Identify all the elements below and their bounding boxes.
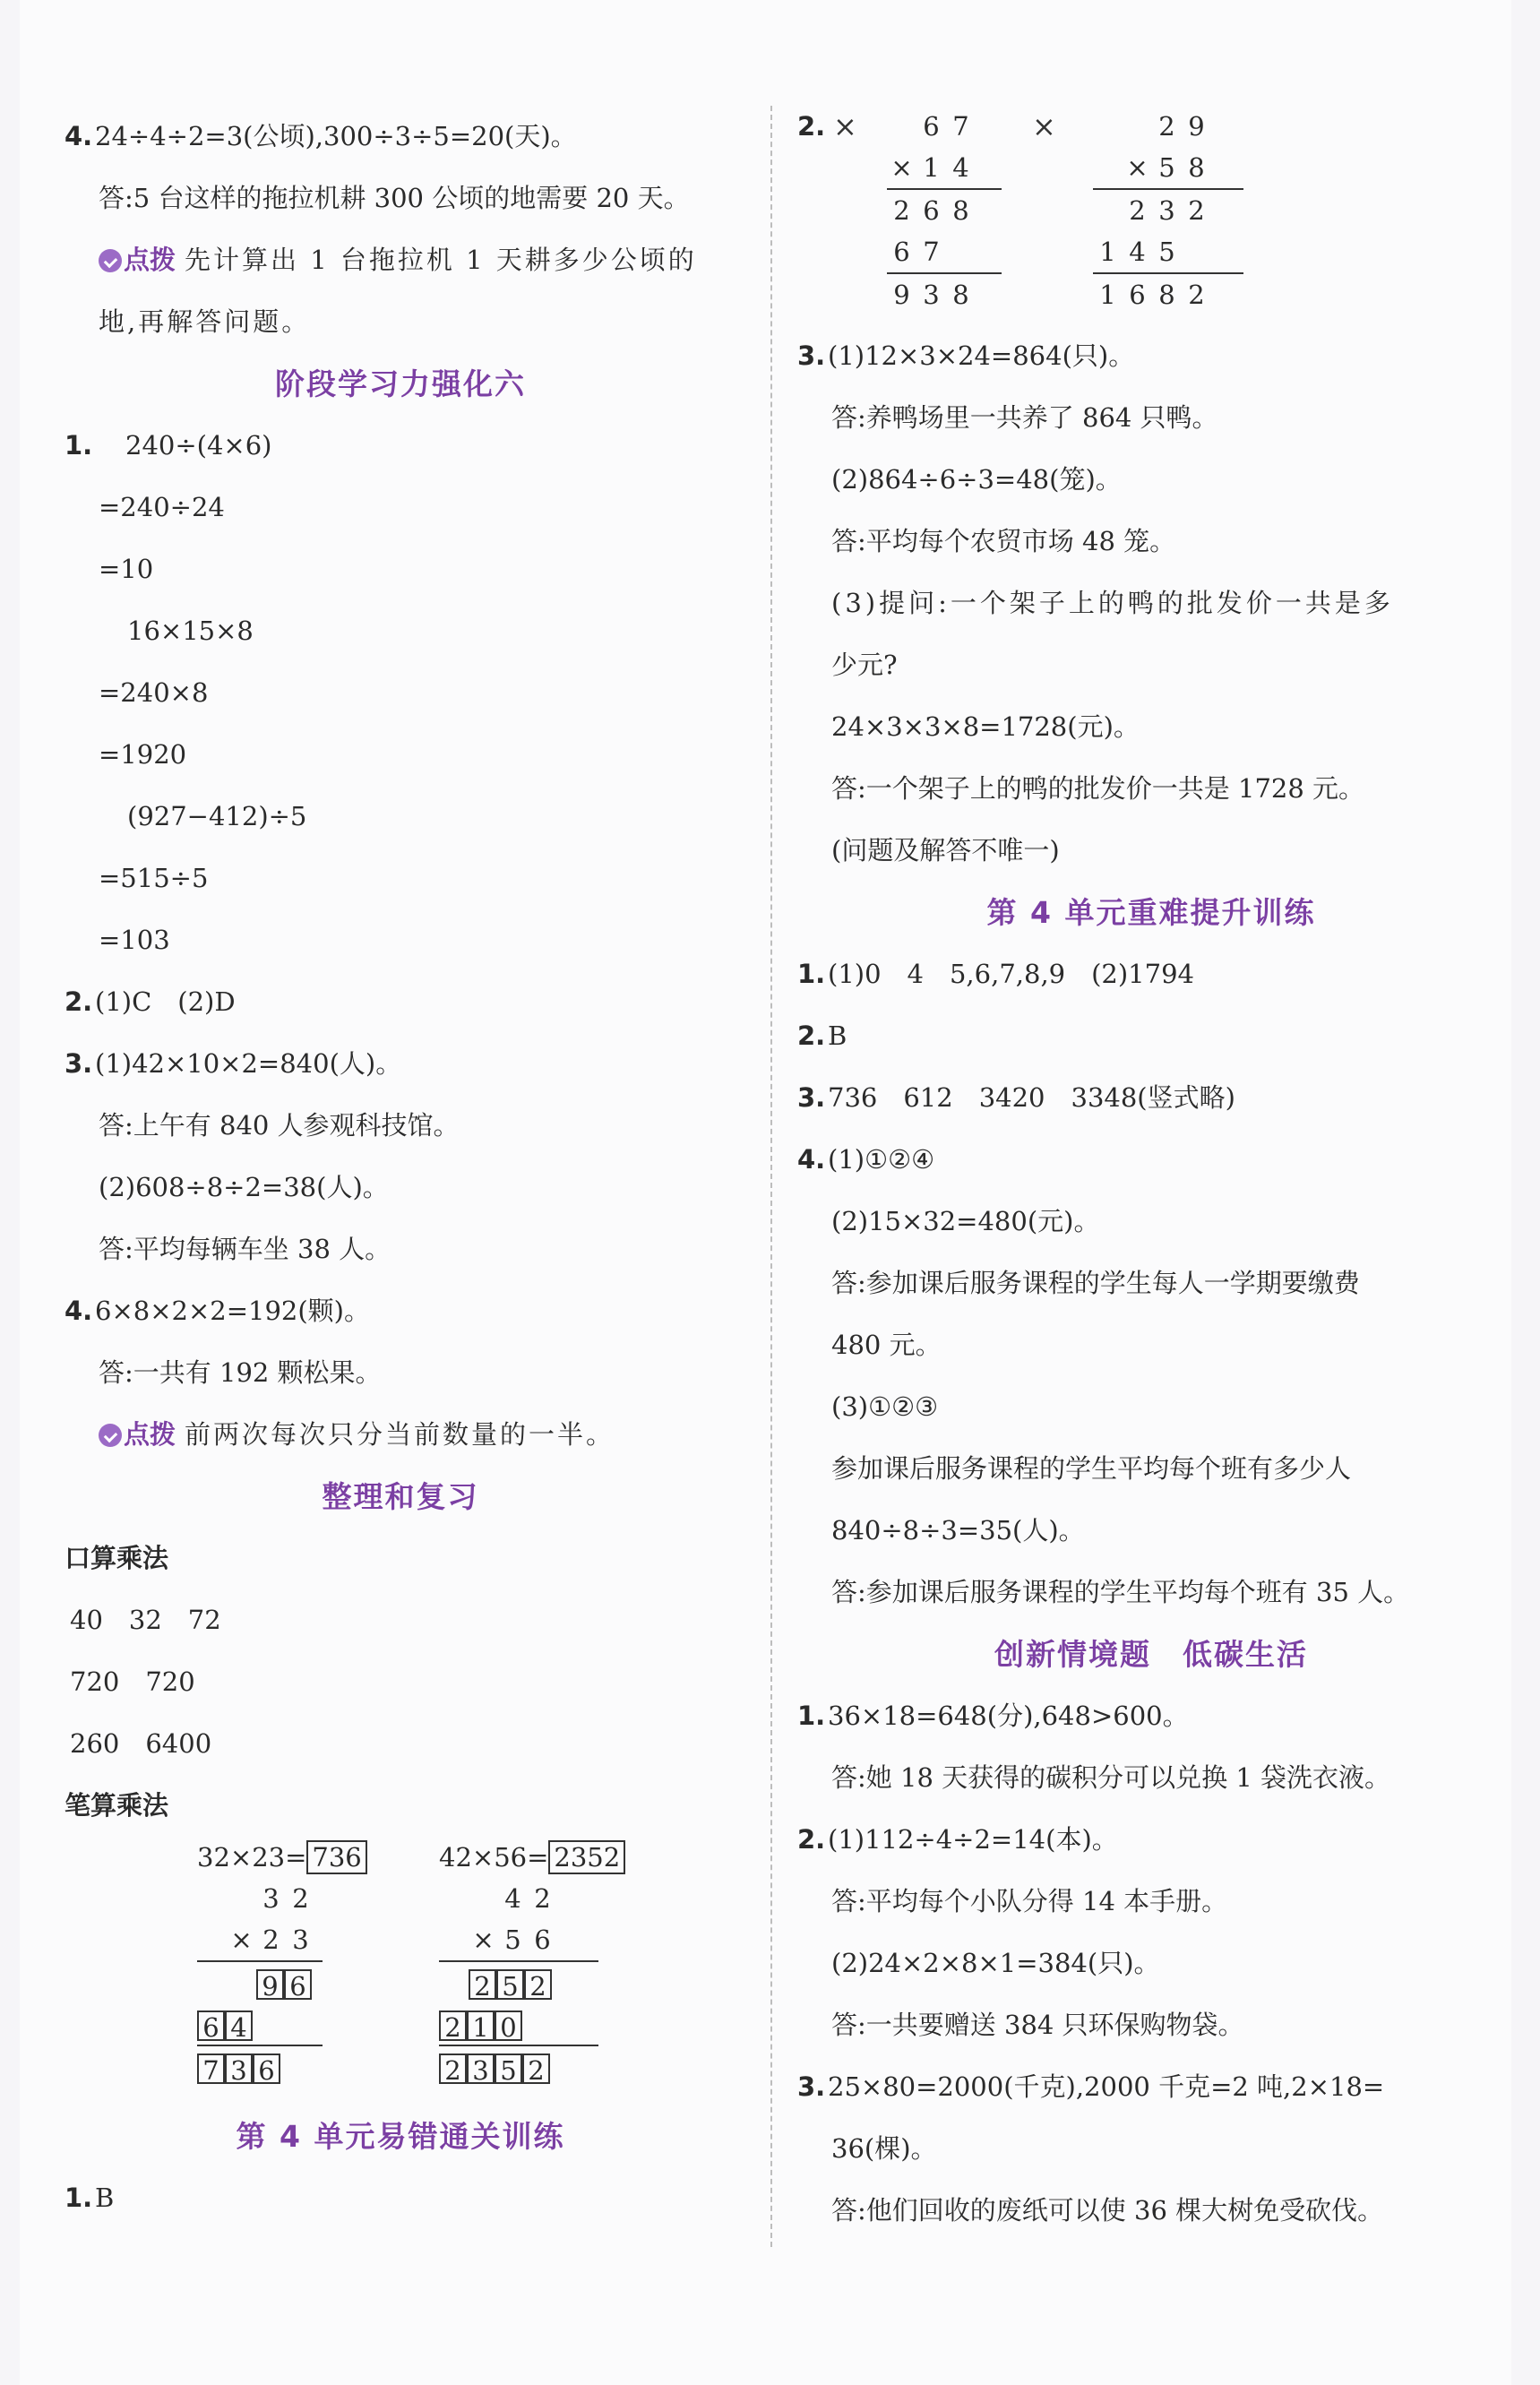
answer-line: 答:平均每辆车坐 38 人。	[99, 1234, 391, 1264]
answer-line	[797, 325, 1505, 387]
calc-step: =1920	[99, 739, 187, 770]
tip-check-icon	[99, 249, 122, 272]
answer-line: (2)24×2×8×1=384(只)。	[831, 1948, 1160, 1978]
answer-line	[65, 971, 736, 1033]
digit-box: 5	[496, 1969, 524, 2000]
digit-box: 0	[495, 2010, 522, 2041]
left-column	[65, 106, 736, 2229]
answer-line	[797, 1129, 1505, 1191]
tip-text: 先计算出 1 台拖拉机 1 天耕多少公顷的	[185, 245, 697, 275]
answer-text: B	[95, 2183, 115, 2213]
answer-line	[797, 1685, 1505, 1747]
calc-expression: 42×56=	[439, 1842, 549, 1873]
digit-box: 5	[495, 2054, 522, 2084]
calc-step: 240÷(4×6)	[125, 430, 272, 461]
sub-heading: 笔算乘法	[65, 1790, 169, 1821]
answer-line	[65, 1033, 736, 1095]
answer-text: (1)0 4 5,6,7,8,9 (2)1794	[828, 959, 1194, 989]
answer-line: (3)①②③	[831, 1391, 939, 1422]
cross-mark-icon: ×	[1032, 109, 1056, 143]
answer-text: (1)①②④	[828, 1144, 935, 1175]
answer-line: 答:一个架子上的鸭的批发价一共是 1728 元。	[831, 773, 1365, 804]
question-number: 2.	[797, 1824, 826, 1855]
digit-box: 2	[469, 1969, 496, 2000]
tip-text: 前两次每次只分当前数量的一半。	[185, 1419, 615, 1450]
answer-line: (2)15×32=480(元)。	[831, 1206, 1100, 1236]
oral-row: 40 32 72	[70, 1605, 221, 1635]
answer-line: 答:养鸭场里一共养了 864 只鸭。	[831, 402, 1218, 433]
question-number: 4.	[65, 121, 93, 151]
answer-line	[65, 106, 736, 168]
digit-box: 1	[467, 2010, 495, 2041]
digit-box: 2	[439, 2010, 467, 2041]
answer-line	[65, 415, 736, 477]
calc-answer-box: 2352	[548, 1840, 625, 1874]
answer-line	[797, 943, 1505, 1005]
answer-line	[65, 168, 736, 229]
tip-label: 点拨	[124, 245, 176, 275]
calc-step: =240×8	[99, 677, 209, 708]
sub-heading: 口算乘法	[65, 1543, 169, 1573]
question-number: 1.	[65, 430, 93, 461]
answer-line: 480 元。	[831, 1330, 942, 1360]
tip-text: 地,再解答问题。	[99, 306, 311, 337]
digit-box: 6	[284, 1969, 312, 2000]
answer-line	[797, 2056, 1505, 2118]
answer-text: 25×80=2000(千克),2000 千克=2 吨,2×18=	[828, 2071, 1385, 2102]
digit-box: 6	[197, 2010, 225, 2041]
answer-line	[797, 1005, 1505, 1067]
cross-mark-icon: ×	[833, 109, 857, 143]
question-number: 3.	[65, 1048, 93, 1079]
oral-row: 720 720	[70, 1666, 195, 1697]
calc-step: =103	[99, 925, 170, 955]
answer-text: 答:5 台这样的拖拉机耕 300 公顷的地需要 20 天。	[99, 183, 690, 213]
question-number: 4.	[797, 1144, 826, 1175]
written-calc-block	[65, 1837, 736, 2105]
tip-label: 点拨	[124, 1419, 176, 1450]
answer-line: (问题及解答不唯一)	[831, 835, 1060, 865]
digit-box: 6	[253, 2054, 280, 2084]
answer-page	[20, 0, 1511, 2385]
calc-expression: 32×23=	[197, 1842, 307, 1873]
digit-box: 9	[256, 1969, 284, 2000]
question-number: 1.	[797, 1700, 826, 1731]
answer-line: 答:平均每个农贸市场 48 笼。	[831, 526, 1176, 556]
answer-line: 答:上午有 840 人参观科技馆。	[99, 1110, 460, 1141]
answer-text: 6×8×2×2=192(颗)。	[95, 1296, 370, 1326]
tip-line	[65, 229, 736, 291]
answer-text: (1)42×10×2=840(人)。	[95, 1048, 402, 1079]
calc-step: =240÷24	[99, 492, 225, 522]
answer-line: 840÷8÷3=35(人)。	[831, 1515, 1085, 1546]
vertical-calc-67x14: 6 7 × 1 4 2 6 8 6 7 9 3 8	[887, 106, 1002, 315]
answer-text: 736 612 3420 3348(竖式略)	[828, 1082, 1235, 1113]
answer-line: (2)608÷8÷2=38(人)。	[99, 1172, 389, 1202]
answer-text: (1)12×3×24=864(只)。	[828, 340, 1135, 371]
question-number: 3.	[797, 340, 826, 371]
section-heading: 第 4 单元易错通关训练	[236, 2119, 565, 2154]
calc-step: =10	[99, 554, 154, 584]
tip-line	[65, 291, 736, 353]
calc-answer-box: 736	[306, 1840, 366, 1874]
question-number: 2.	[797, 111, 826, 142]
answer-text: 24÷4÷2=3(公顷),300÷3÷5=20(天)。	[95, 121, 577, 151]
vertical-calc-32x23: 32×23= 736 3 2 × 2 3 9 6 6 4 7 3 6	[197, 1837, 367, 2088]
tip-check-icon	[99, 1424, 122, 1447]
question-number: 3.	[797, 2071, 826, 2102]
answer-line: 答:她 18 天获得的碳积分可以兑换 1 袋洗衣液。	[831, 1762, 1390, 1793]
answer-line: 答:一共有 192 颗松果。	[99, 1357, 382, 1388]
section-heading: 阶段学习力强化六	[275, 366, 526, 401]
answer-line: 答:参加课后服务课程的学生平均每个班有 35 人。	[831, 1577, 1410, 1607]
section-heading: 整理和复习	[322, 1479, 479, 1514]
answer-line	[65, 1280, 736, 1342]
answer-line	[797, 1809, 1505, 1871]
question-number: 3.	[797, 1082, 826, 1113]
answer-line	[797, 1067, 1505, 1129]
calc-step: 16×15×8	[127, 616, 254, 646]
answer-text: (1)112÷4÷2=14(本)。	[828, 1824, 1118, 1855]
digit-box: 3	[225, 2054, 253, 2084]
tip-line	[65, 1404, 736, 1466]
answer-text: B	[828, 1020, 847, 1051]
question-number: 1.	[65, 2183, 93, 2213]
question-number: 4.	[65, 1296, 93, 1326]
answer-line: (2)864÷6÷3=48(笼)。	[831, 464, 1122, 495]
answer-line: 36(棵)。	[831, 2133, 937, 2164]
digit-box: 2	[522, 2054, 550, 2084]
vertical-calc-42x56: 42×56= 2352 4 2 × 5 6 2 5 2 2 1 0 2 3 5 2	[439, 1837, 625, 2088]
digit-box: 3	[467, 2054, 495, 2084]
question-number: 1.	[797, 959, 826, 989]
answer-line: (3)提问:一个架子上的鸭的批发价一共是多	[831, 588, 1394, 618]
answer-line: 答:参加课后服务课程的学生每人一学期要缴费	[831, 1268, 1360, 1298]
answer-line: 答:一共要赠送 384 只环保购物袋。	[831, 2010, 1244, 2040]
digit-box: 2	[439, 2054, 467, 2084]
answer-line	[65, 2167, 736, 2229]
digit-box: 4	[225, 2010, 253, 2041]
digit-box: 7	[197, 2054, 225, 2084]
digit-box: 2	[524, 1969, 552, 2000]
answer-line: 答:他们回收的废纸可以使 36 棵大树免受砍伐。	[831, 2195, 1384, 2226]
calc-step: =515÷5	[99, 863, 209, 893]
section-heading: 创新情境题 低碳生活	[994, 1637, 1308, 1672]
answer-line: 答:平均每个小队分得 14 本手册。	[831, 1886, 1228, 1916]
oral-row: 260 6400	[70, 1728, 212, 1759]
q2-block	[797, 106, 1505, 325]
question-number: 2.	[797, 1020, 826, 1051]
answer-line: 参加课后服务课程的学生平均每个班有多少人	[831, 1453, 1352, 1484]
calc-step: (927−412)÷5	[127, 801, 307, 831]
answer-text: 36×18=648(分),648>600。	[828, 1700, 1189, 1731]
answer-text: (1)C (2)D	[95, 986, 236, 1017]
right-column	[797, 106, 1505, 2242]
answer-line: 24×3×3×8=1728(元)。	[831, 711, 1140, 742]
answer-line: 少元?	[831, 650, 898, 680]
question-number: 2.	[65, 986, 93, 1017]
vertical-calc-29x58: 2 9 × 5 8 2 3 2 1 4 5 1 6 8 2	[1093, 106, 1243, 315]
section-heading: 第 4 单元重难提升训练	[986, 895, 1316, 930]
column-divider	[770, 106, 772, 2247]
